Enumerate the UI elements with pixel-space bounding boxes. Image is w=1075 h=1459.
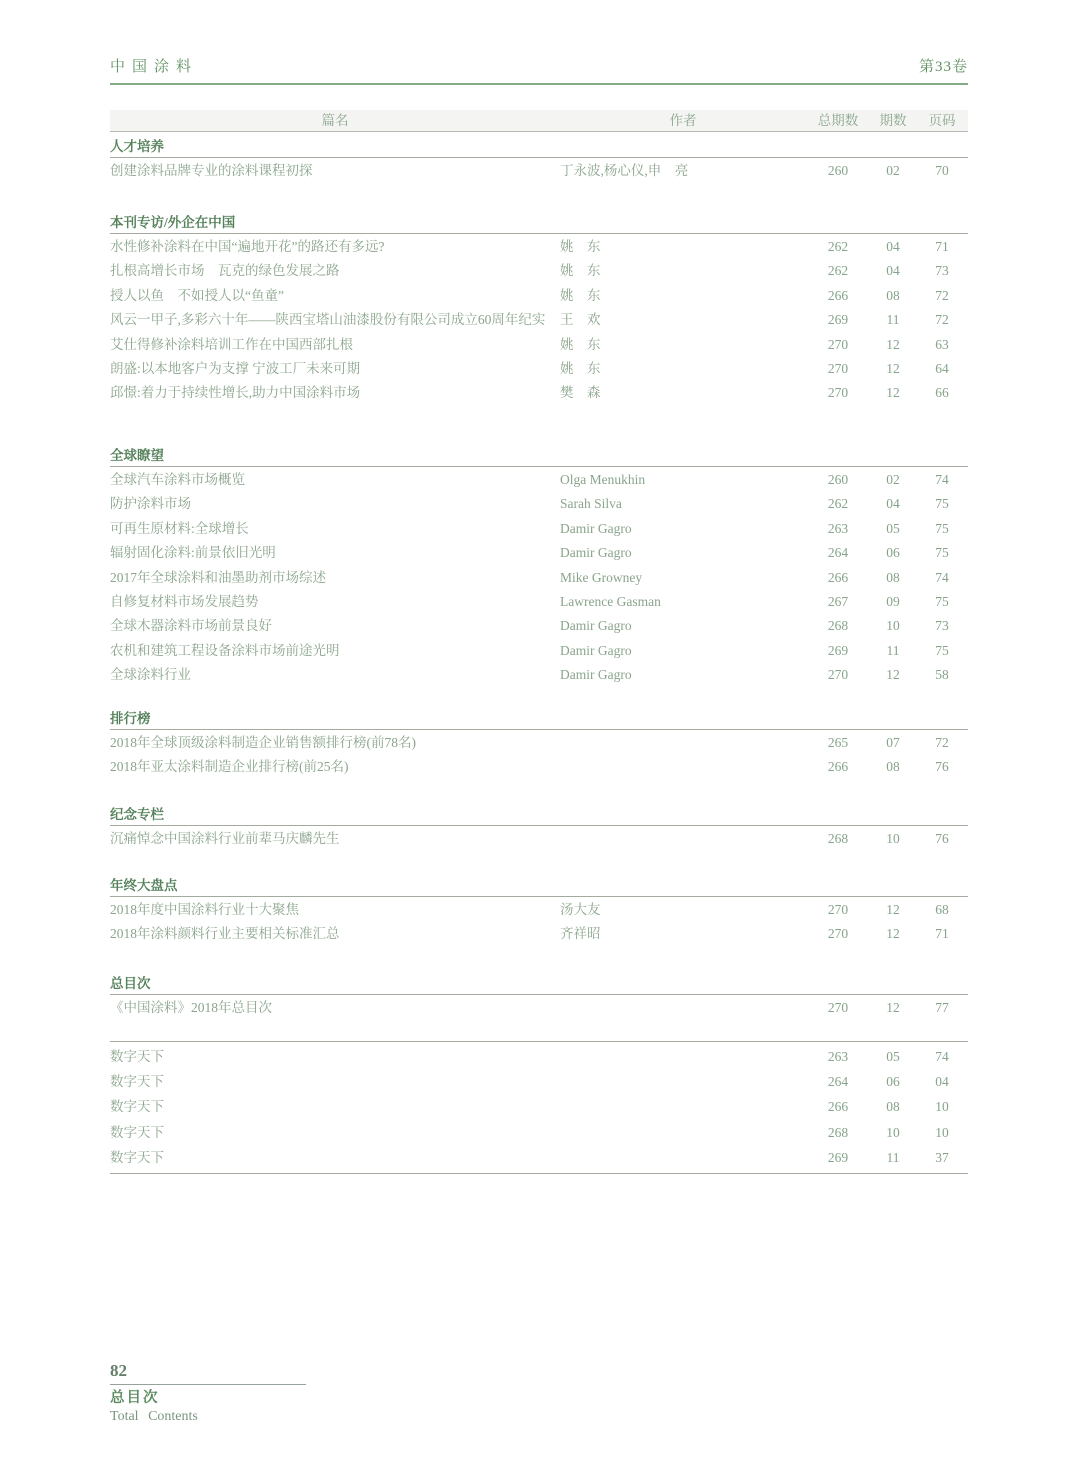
page-footer	[110, 1360, 306, 1426]
article-author	[560, 1120, 806, 1145]
issue-number: 12	[886, 926, 900, 942]
page-number: 74	[935, 569, 949, 585]
table-column-header	[110, 110, 968, 132]
issue-number: 02	[886, 472, 900, 487]
page-number: 75	[935, 642, 949, 658]
article-title: 风云一甲子,多彩六十年——陕西宝塔山油漆股份有限公司成立60周年纪实	[110, 312, 546, 328]
article-author: 王 欢	[560, 312, 601, 328]
article-row	[110, 284, 968, 308]
total-issue-number: 269	[827, 1149, 849, 1165]
total-issue-number: 268	[827, 1124, 849, 1140]
article-title: 数字天下	[110, 1149, 164, 1165]
article-row	[110, 517, 968, 541]
page-number: 70	[935, 163, 949, 178]
article-title: 沉痛悼念中国涂料行业前辈马庆麟先生	[110, 831, 340, 846]
article-row	[110, 333, 968, 357]
total-issue-number: 264	[827, 545, 849, 561]
total-issue-number: 265	[827, 735, 849, 750]
article-title: 授人以鱼 不如授人以“鱼童”	[110, 287, 284, 303]
section-heading: 纪念专栏	[110, 806, 968, 826]
article-author	[560, 1044, 806, 1069]
total-issue-number: 268	[827, 618, 849, 634]
article-author: 姚 东	[560, 263, 601, 279]
issue-number: 12	[886, 361, 900, 377]
article-author: 姚 东	[560, 239, 601, 254]
article-row	[110, 308, 968, 332]
section-rows	[110, 730, 968, 780]
page-number: 66	[935, 385, 949, 401]
article-title: 水性修补涂料在中国“遍地开花”的路还有多远?	[110, 239, 385, 254]
section-heading: 人才培养	[110, 138, 968, 158]
page-number: 71	[935, 926, 949, 942]
article-title: 自修复材料市场发展趋势	[110, 594, 259, 610]
issue-number: 12	[886, 1000, 900, 1015]
article-author: 汤大友	[560, 902, 601, 917]
article-row	[110, 566, 968, 590]
page-number: 68	[935, 902, 949, 917]
article-title: 2018年度中国涂料行业十大聚焦	[110, 902, 299, 917]
issue-number: 09	[886, 594, 900, 610]
article-title: 艾仕得修补涂料培训工作在中国西部扎根	[110, 336, 353, 352]
toc-section	[110, 138, 968, 183]
article-row	[110, 614, 968, 638]
article-author: 姚 东	[560, 361, 601, 377]
article-author: Lawrence Gasman	[560, 594, 661, 610]
article-title: 数字天下	[110, 1049, 164, 1064]
total-issue-number: 270	[827, 1000, 849, 1015]
page-number: 75	[935, 496, 949, 512]
article-author	[560, 827, 806, 851]
total-issue-number: 270	[827, 336, 849, 352]
issue-number: 12	[886, 902, 900, 917]
article-title: 农机和建筑工程设备涂料市场前途光明	[110, 642, 340, 658]
article-title: 数字天下	[110, 1124, 164, 1140]
article-row	[110, 639, 968, 663]
issue-number: 12	[886, 667, 900, 683]
article-author	[560, 996, 806, 1020]
article-author: Mike Growney	[560, 569, 643, 585]
section-rows	[110, 467, 968, 688]
footer-section-title-cn: 总目次	[110, 1390, 160, 1406]
article-row	[110, 541, 968, 565]
issue-number: 10	[886, 831, 900, 846]
article-row	[110, 159, 968, 183]
article-author: Olga Menukhin	[560, 472, 646, 487]
volume-label: 第33卷	[918, 59, 968, 75]
article-author: Damir Gagro	[560, 545, 632, 561]
column-header-title: 篇名	[321, 113, 349, 128]
article-title: 全球汽车涂料市场概览	[110, 472, 245, 487]
issue-number: 11	[886, 312, 900, 328]
issue-number: 08	[886, 759, 900, 775]
footer-section-title-en: Total Contents	[110, 1409, 198, 1424]
page-number: 64	[935, 361, 949, 377]
issue-number: 06	[886, 545, 900, 561]
column-header-total-issue: 总期数	[817, 113, 859, 128]
total-issue-number: 263	[827, 520, 849, 536]
article-author: 齐祥昭	[560, 926, 601, 942]
page-number: 76	[935, 759, 949, 775]
issue-number: 02	[886, 163, 900, 178]
section-heading: 总目次	[110, 975, 968, 995]
section-heading: 排行榜	[110, 710, 968, 730]
page-number: 77	[935, 1000, 949, 1015]
page-number: 73	[935, 618, 949, 634]
column-header-page: 页码	[928, 113, 956, 128]
article-row	[110, 663, 968, 687]
issue-number: 12	[886, 336, 900, 352]
article-title: 全球木器涂料市场前景良好	[110, 618, 272, 634]
toc-section	[110, 447, 968, 688]
total-issue-number: 262	[827, 263, 849, 279]
article-author	[560, 1145, 806, 1170]
total-issue-number: 264	[827, 1074, 849, 1090]
page-number: 74	[935, 1049, 949, 1064]
issue-number: 04	[886, 239, 900, 254]
page-number: 76	[935, 831, 949, 846]
toc-section	[110, 806, 968, 851]
article-title: 辐射固化涂料:前景依旧光明	[110, 545, 276, 561]
article-author: Damir Gagro	[560, 667, 632, 683]
article-author: 樊 森	[560, 385, 601, 401]
running-head	[110, 55, 968, 85]
article-title: 邱憬:着力于持续性增长,助力中国涂料市场	[110, 385, 361, 401]
page-number: 71	[935, 239, 949, 254]
article-author: Damir Gagro	[560, 618, 632, 634]
page-number: 75	[935, 520, 949, 536]
column-header-issue: 期数	[879, 113, 907, 128]
total-issue-number: 262	[827, 496, 849, 512]
page-number: 63	[935, 336, 949, 352]
section-rows	[110, 995, 968, 1020]
article-author: Damir Gagro	[560, 642, 632, 658]
page-number: 73	[935, 263, 949, 279]
page-number: 04	[935, 1074, 949, 1090]
page-number: 72	[935, 735, 949, 750]
page-number: 58	[935, 667, 949, 683]
article-author: 姚 东	[560, 287, 601, 303]
issue-number: 06	[886, 1074, 900, 1090]
total-issue-number: 270	[827, 385, 849, 401]
total-issue-number: 270	[827, 926, 849, 942]
total-issue-number: 267	[827, 594, 849, 610]
page-number: 74	[935, 472, 949, 487]
total-issue-number: 270	[827, 902, 849, 917]
issue-number: 11	[886, 1149, 900, 1165]
total-issue-number: 269	[827, 642, 849, 658]
issue-number: 10	[886, 618, 900, 634]
article-row	[110, 1044, 968, 1069]
total-issue-number: 260	[827, 163, 849, 178]
article-author	[560, 1094, 806, 1119]
article-row	[110, 590, 968, 614]
section-rows	[110, 234, 968, 406]
issue-number: 12	[886, 385, 900, 401]
digital-world-block	[110, 1041, 968, 1174]
section-rows	[110, 897, 968, 947]
article-row	[110, 1069, 968, 1094]
article-author	[560, 755, 806, 779]
article-author: 丁永波,杨心仪,申 亮	[560, 163, 689, 178]
total-issue-number: 266	[827, 569, 849, 585]
page-number: 72	[935, 287, 949, 303]
total-issue-number: 260	[827, 472, 849, 487]
total-issue-number: 262	[827, 239, 849, 254]
article-row	[110, 731, 968, 755]
section-heading: 全球瞭望	[110, 447, 968, 467]
total-issue-number: 263	[827, 1049, 849, 1064]
page-number: 75	[935, 594, 949, 610]
article-title: 2018年涂料颜料行业主要相关标准汇总	[110, 926, 340, 942]
issue-number: 11	[886, 642, 900, 658]
toc-section	[110, 877, 968, 947]
article-row	[110, 259, 968, 283]
page-number: 75	[935, 545, 949, 561]
article-author	[560, 1069, 806, 1094]
article-row	[110, 381, 968, 405]
page-number: 10	[935, 1124, 949, 1140]
article-author: Sarah Silva	[560, 496, 622, 512]
article-title: 创建涂料品牌专业的涂料课程初探	[110, 163, 313, 178]
total-issue-number: 270	[827, 667, 849, 683]
page-number: 37	[935, 1149, 949, 1165]
article-title: 数字天下	[110, 1074, 164, 1090]
section-heading: 本刊专访/外企在中国	[110, 214, 968, 234]
article-row	[110, 827, 968, 851]
issue-number: 05	[886, 1049, 900, 1064]
article-title: 朗盛:以本地客户为支撑 宁波工厂未来可期	[110, 361, 361, 377]
total-issue-number: 266	[827, 287, 849, 303]
issue-number: 08	[886, 287, 900, 303]
issue-number: 08	[886, 569, 900, 585]
issue-number: 07	[886, 735, 900, 750]
page-number: 10	[935, 1099, 949, 1115]
article-row	[110, 1120, 968, 1145]
article-author	[560, 731, 806, 755]
article-title: 防护涂料市场	[110, 496, 191, 512]
journal-title: 中国涂料	[110, 59, 199, 75]
toc-section	[110, 710, 968, 780]
article-row	[110, 898, 968, 922]
issue-number: 08	[886, 1099, 900, 1115]
article-row	[110, 996, 968, 1020]
article-title: 扎根高增长市场 瓦克的绿色发展之路	[110, 263, 340, 279]
issue-number: 05	[886, 520, 900, 536]
page-number: 72	[935, 312, 949, 328]
article-title: 2018年亚太涂料制造企业排行榜(前25名)	[110, 759, 349, 775]
toc-section	[110, 214, 968, 406]
column-header-author: 作者	[669, 113, 697, 128]
total-issue-number: 269	[827, 312, 849, 328]
issue-number: 04	[886, 496, 900, 512]
article-title: 2018年全球顶级涂料制造企业销售额排行榜(前78名)	[110, 735, 416, 750]
article-row	[110, 1094, 968, 1119]
article-row	[110, 492, 968, 516]
article-row	[110, 468, 968, 492]
article-row	[110, 235, 968, 259]
article-row	[110, 1145, 968, 1170]
article-title: 《中国涂料》2018年总目次	[110, 1000, 272, 1015]
issue-number: 04	[886, 263, 900, 279]
article-row	[110, 357, 968, 381]
article-row	[110, 755, 968, 779]
total-issue-number: 266	[827, 759, 849, 775]
toc-section	[110, 975, 968, 1020]
article-author: 姚 东	[560, 336, 601, 352]
total-issue-number: 270	[827, 361, 849, 377]
issue-number: 10	[886, 1124, 900, 1140]
article-title: 可再生原材料:全球增长	[110, 520, 249, 536]
folio-page-number: 82	[110, 1360, 306, 1385]
total-issue-number: 268	[827, 831, 849, 846]
article-author: Damir Gagro	[560, 520, 632, 536]
section-rows	[110, 826, 968, 851]
article-title: 全球涂料行业	[110, 667, 191, 683]
section-rows	[110, 158, 968, 183]
total-issue-number: 266	[827, 1099, 849, 1115]
article-row	[110, 922, 968, 946]
article-title: 数字天下	[110, 1099, 164, 1115]
section-heading: 年终大盘点	[110, 877, 968, 897]
article-title: 2017年全球涂料和油墨助剂市场综述	[110, 569, 326, 585]
